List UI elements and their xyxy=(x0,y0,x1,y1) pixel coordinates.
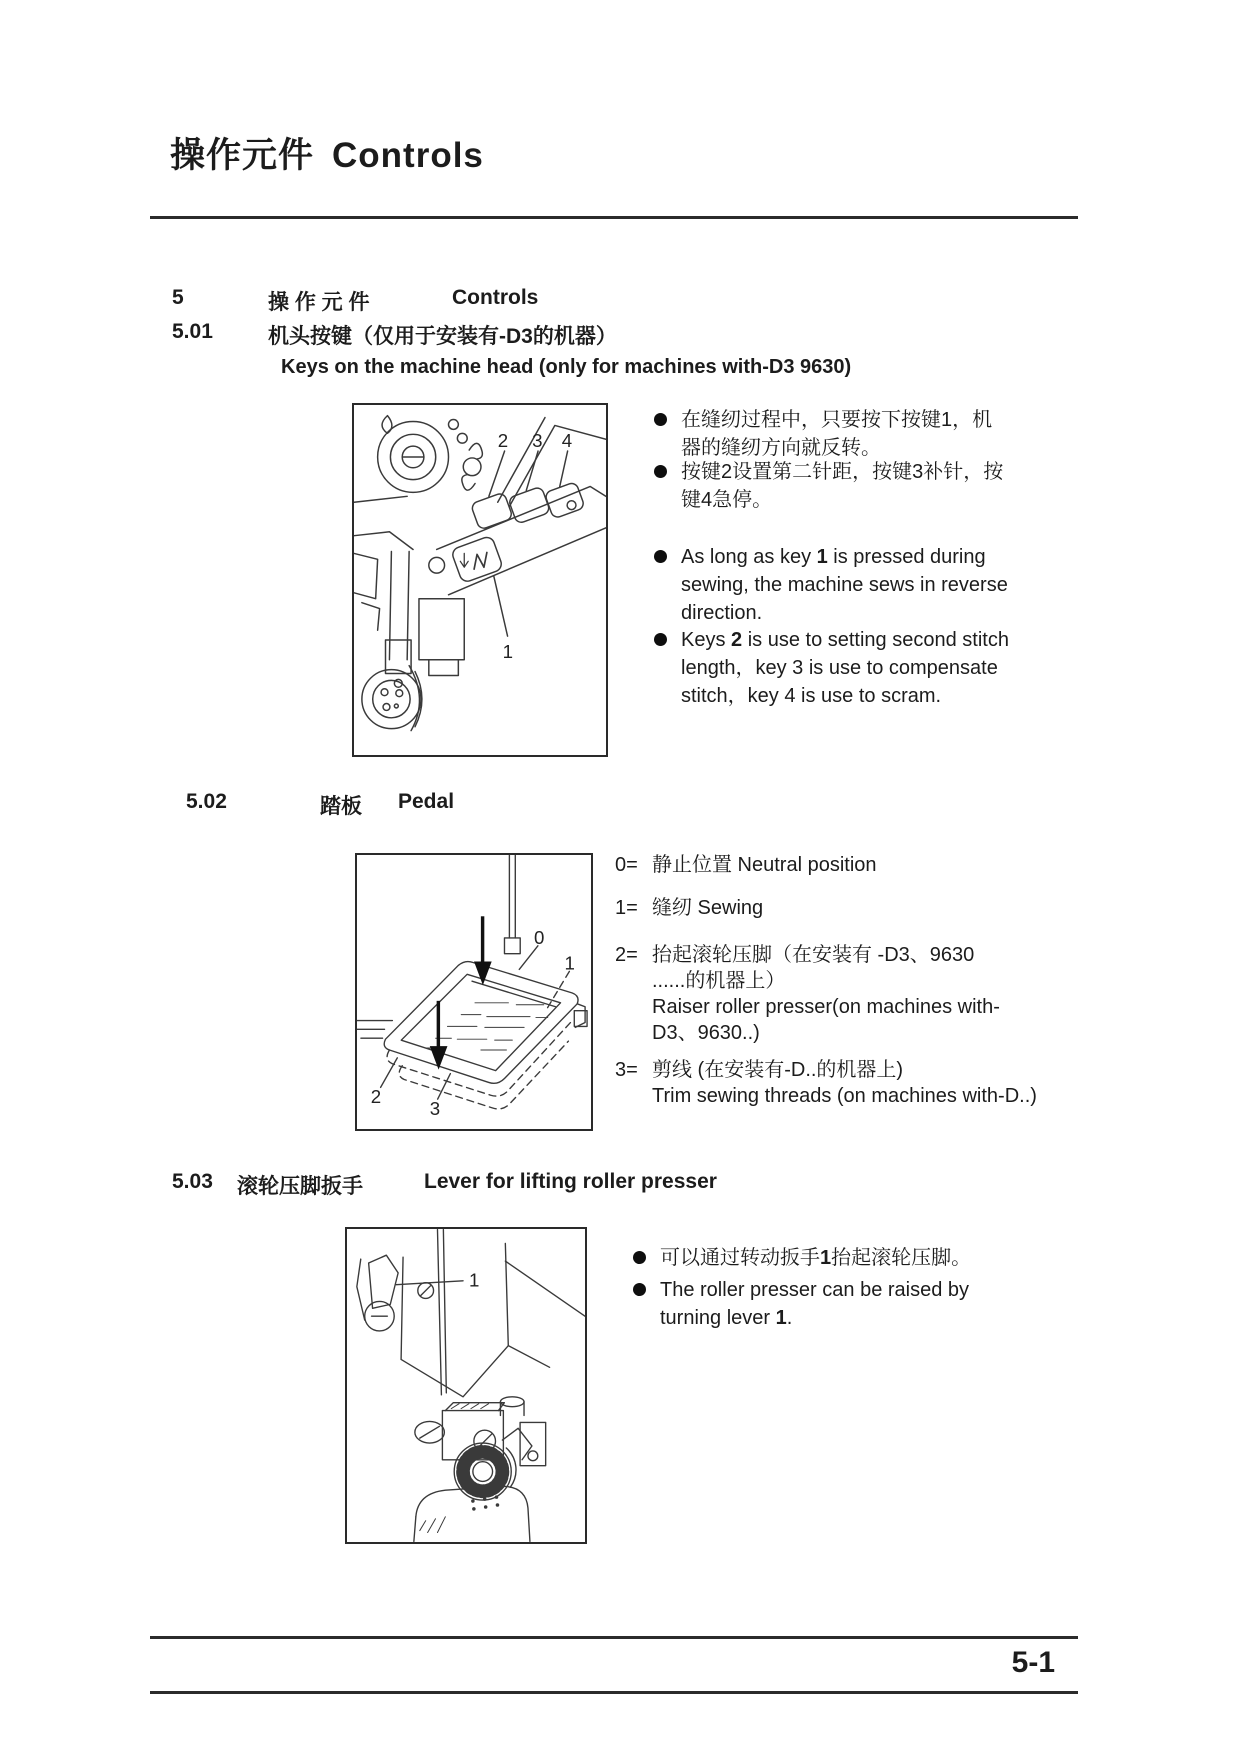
position-number: 1= xyxy=(615,897,638,919)
needle-plate-dots xyxy=(471,1495,499,1510)
page-title xyxy=(170,128,484,178)
pedal-position-2 xyxy=(615,942,1000,1046)
press-arrows xyxy=(430,916,492,1069)
bullet-cn-lever xyxy=(633,1244,971,1272)
section-501-heading xyxy=(0,320,1241,350)
section-503-title-cn: 滚轮压脚扳手 xyxy=(237,1175,363,1198)
position-text: 缝纫 Sewing xyxy=(652,897,764,919)
bullet-line: 器的缝纫方向就反转。 xyxy=(681,437,881,459)
bullet-icon xyxy=(633,1251,646,1264)
text-run: Keys xyxy=(681,629,732,651)
bullet-line: stitch，key 4 is use to scram. xyxy=(681,685,942,707)
text-run: 可以通过转动扳手 xyxy=(660,1247,820,1269)
bullet-line: 按键2设置第二针距，按键3补针，按 xyxy=(681,461,1004,483)
bullet-icon xyxy=(654,413,667,426)
figure-label-sewing: 1 xyxy=(564,952,575,974)
page-title-cn: 操作元件 xyxy=(170,136,315,175)
footer-rule-top xyxy=(150,1636,1078,1639)
text-run: . xyxy=(786,1307,793,1329)
pedal-position-3 xyxy=(615,1057,1037,1109)
figure-label-lever1: 1 xyxy=(468,1269,480,1291)
position-number: 0= xyxy=(615,854,638,876)
figure-label-raise: 2 xyxy=(370,1086,382,1108)
key-number: 1 xyxy=(816,546,828,568)
pedal-position-1 xyxy=(615,895,763,921)
position-text: 剪线 (在安装有-D..的机器上) xyxy=(652,1059,904,1081)
section-501-title-cn: 机头按键（仅用于安装有-D3的机器） xyxy=(268,325,617,348)
header-rule xyxy=(150,216,1078,219)
section-502-number: 5.02 xyxy=(186,790,227,813)
figure-pedal xyxy=(355,853,593,1131)
bullet-line xyxy=(681,626,1009,654)
bullet-line: 键4急停。 xyxy=(681,489,773,511)
position-text: 静止位置 Neutral position xyxy=(652,854,877,876)
figure-machine-head xyxy=(352,403,608,757)
bullet-icon xyxy=(633,1283,646,1296)
lever-number: 1 xyxy=(775,1307,787,1329)
figure-label-key4: 4 xyxy=(561,430,573,452)
lever-number: 1 xyxy=(820,1247,832,1269)
section-503-title-en: Lever for lifting roller presser xyxy=(424,1170,717,1193)
section-5-title-cn: 操 作 元 件 xyxy=(268,291,370,314)
position-number: 3= xyxy=(615,1059,638,1081)
figure-roller-presser-lever xyxy=(345,1227,587,1544)
section-501-title-en: Keys on the machine head (only for machines with-D3 9630) xyxy=(281,356,852,378)
figure-label-key2: 2 xyxy=(497,430,509,452)
position-text: D3、9630..) xyxy=(652,1022,760,1044)
lever-drawing xyxy=(347,1229,585,1542)
bullet-line: direction. xyxy=(681,602,763,624)
page-title-en: Controls xyxy=(332,136,484,175)
bullet-line: sewing, the machine sews in reverse xyxy=(681,574,1008,596)
figure-label-neutral: 0 xyxy=(533,926,545,948)
bullet-cn-reverse-sewing xyxy=(654,406,992,462)
text-run: turning lever xyxy=(660,1307,776,1329)
pedal-position-0 xyxy=(615,852,877,878)
bullet-line xyxy=(681,543,1008,571)
section-5-number: 5 xyxy=(172,286,184,309)
section-502-title-en: Pedal xyxy=(398,790,455,813)
position-number: 2= xyxy=(615,944,638,966)
bullet-en-reverse-sewing xyxy=(654,543,1008,627)
bullet-en-lever xyxy=(633,1276,969,1332)
section-502-heading xyxy=(0,790,1241,820)
bullet-icon xyxy=(654,465,667,478)
key-number: 2 xyxy=(731,629,743,651)
machine-head-drawing xyxy=(354,405,606,755)
bullet-icon xyxy=(654,550,667,563)
section-503-heading xyxy=(0,1170,1241,1200)
text-run: is use to setting second stitch xyxy=(742,629,1009,651)
section-5-title-en: Controls xyxy=(452,286,539,309)
page-number: 5-1 xyxy=(1011,1646,1055,1679)
bullet-cn-key-functions xyxy=(654,458,1003,514)
section-503-number: 5.03 xyxy=(172,1170,213,1193)
text-run: 抬起滚轮压脚。 xyxy=(831,1247,972,1269)
section-501-number: 5.01 xyxy=(172,320,213,343)
position-text: Trim sewing threads (on machines with-D..) xyxy=(652,1085,1037,1107)
footer-rule-bottom xyxy=(150,1691,1078,1694)
position-text: 抬起滚轮压脚（在安装有 -D3、9630 xyxy=(652,944,975,966)
bullet-icon xyxy=(654,633,667,646)
figure-label-key3: 3 xyxy=(532,430,543,452)
bullet-line xyxy=(660,1304,969,1332)
figure-label-trim: 3 xyxy=(429,1097,441,1119)
bullet-line: 在缝纫过程中，只要按下按键1，机 xyxy=(681,409,993,431)
figure-label-key1: 1 xyxy=(502,640,514,662)
section-501-subtitle xyxy=(0,356,1241,386)
section-5-heading xyxy=(0,286,1241,316)
bullet-en-key-functions xyxy=(654,626,1009,710)
section-502-title-cn: 踏板 xyxy=(320,795,362,818)
pedal-drawing xyxy=(357,855,591,1129)
text-run: is pressed during xyxy=(827,546,986,568)
bullet-line: length，key 3 is use to compensate xyxy=(681,657,998,679)
position-text: ......的机器上） xyxy=(652,970,786,992)
bullet-line: The roller presser can be raised by xyxy=(660,1279,970,1301)
bullet-line xyxy=(660,1244,971,1272)
text-run: As long as key xyxy=(681,546,817,568)
position-text: Raiser roller presser(on machines with- xyxy=(652,996,1000,1018)
